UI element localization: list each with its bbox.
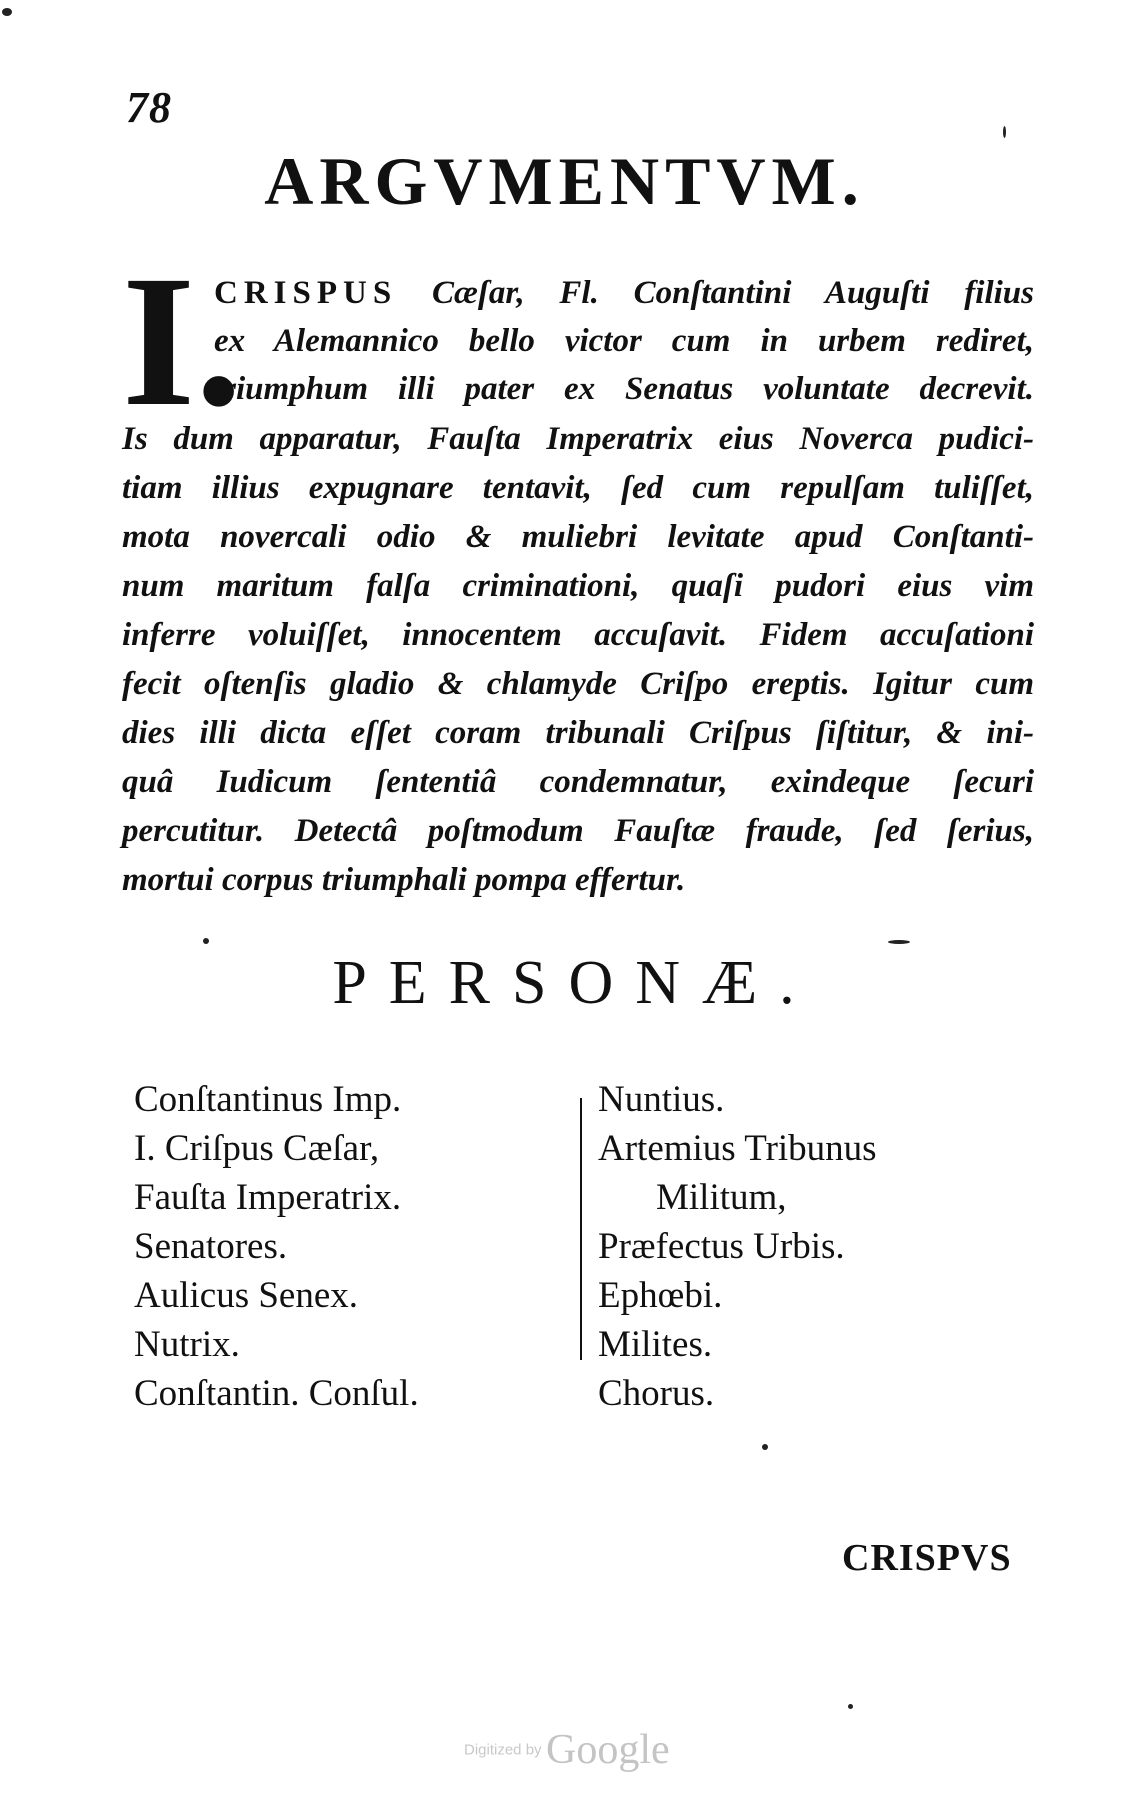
- ink-speck: [1003, 126, 1006, 138]
- ink-speck: [888, 940, 910, 944]
- argument-line: tiam illius expugnare tentavit, ſed cum repulſam tuliſſet,: [122, 470, 1034, 506]
- argument-line: dies illi dicta eſſet coram tribunali Criſpus ſiſtitur, & ini-: [122, 715, 1034, 751]
- cast-list-right: [598, 1075, 1028, 1418]
- ink-speck: [203, 938, 209, 944]
- cast-item: Nuntius.: [598, 1079, 725, 1120]
- argument-line: fecit oſtenſis gladio & chlamyde Criſpo ereptis. Igitur cum: [122, 666, 1034, 702]
- cast-item: Conſtantin. Conſul.: [134, 1373, 419, 1414]
- argument-line: Is dum apparatur, Fauſta Imperatrix eius Noverca pudici-: [122, 421, 1034, 457]
- argument-line-text: Cæſar, Fl. Conſtantini Auguſti filius: [397, 275, 1034, 311]
- cast-item: Fauſta Imperatrix.: [134, 1177, 402, 1218]
- personae-title: PERSONÆ.: [332, 949, 817, 1017]
- cast-item: Chorus.: [598, 1373, 715, 1414]
- digitized-watermark: [464, 1726, 670, 1774]
- page-number: 78: [126, 83, 172, 132]
- cast-item: Milites.: [598, 1324, 713, 1365]
- cast-item: Artemius Tribunus: [598, 1128, 877, 1169]
- cast-divider: [580, 1098, 582, 1360]
- argument-line: [214, 268, 1034, 318]
- ink-speck: [762, 1444, 768, 1450]
- cast-item: Præfectus Urbis.: [598, 1226, 845, 1267]
- cast-item: Senatores.: [134, 1226, 288, 1267]
- cast-item: I. Criſpus Cæſar,: [134, 1128, 380, 1169]
- cast-item: Ephœbi.: [598, 1275, 723, 1316]
- cast-item: Nutrix.: [134, 1324, 240, 1365]
- argument-line: triumphum illi pater ex Senatus voluntate decrevit.: [214, 371, 1034, 407]
- argument-line: mortui corpus triumphali pompa effertur.: [122, 862, 686, 898]
- argument-smallcaps: CRISPUS: [214, 275, 398, 311]
- catchword: CRISPVS: [842, 1537, 1012, 1579]
- argument-line: percutitur. Detectâ poſtmodum Fauſtæ fraude, ſed ſerius,: [122, 813, 1034, 849]
- watermark-brand: Google: [546, 1727, 670, 1773]
- watermark-prefix: Digitized by: [464, 1741, 542, 1759]
- cast-item: Militum,: [656, 1177, 787, 1218]
- argument-line: ex Alemannico bello victor cum in urbem rediret,: [214, 323, 1034, 359]
- argumentum-title: ARGVMENTVM.: [264, 143, 865, 219]
- cast-list-left: [134, 1075, 554, 1418]
- argument-line: quâ Iudicum ſententiâ condemnatur, exindeque ſecuri: [122, 764, 1034, 800]
- cast-item: Conſtantinus Imp.: [134, 1079, 402, 1120]
- argument-line: inferre voluiſſet, innocentem accuſavit. Fidem accuſationi: [122, 617, 1034, 653]
- ink-speck: [848, 1704, 853, 1709]
- cast-item: Aulicus Senex.: [134, 1275, 359, 1316]
- argument-line: mota novercali odio & muliebri levitate apud Conſtanti-: [122, 519, 1034, 555]
- ink-speck: [2, 8, 12, 16]
- drop-cap: I.: [122, 236, 243, 445]
- argument-line: num maritum falſa criminationi, quaſi pudori eius vim: [122, 568, 1034, 604]
